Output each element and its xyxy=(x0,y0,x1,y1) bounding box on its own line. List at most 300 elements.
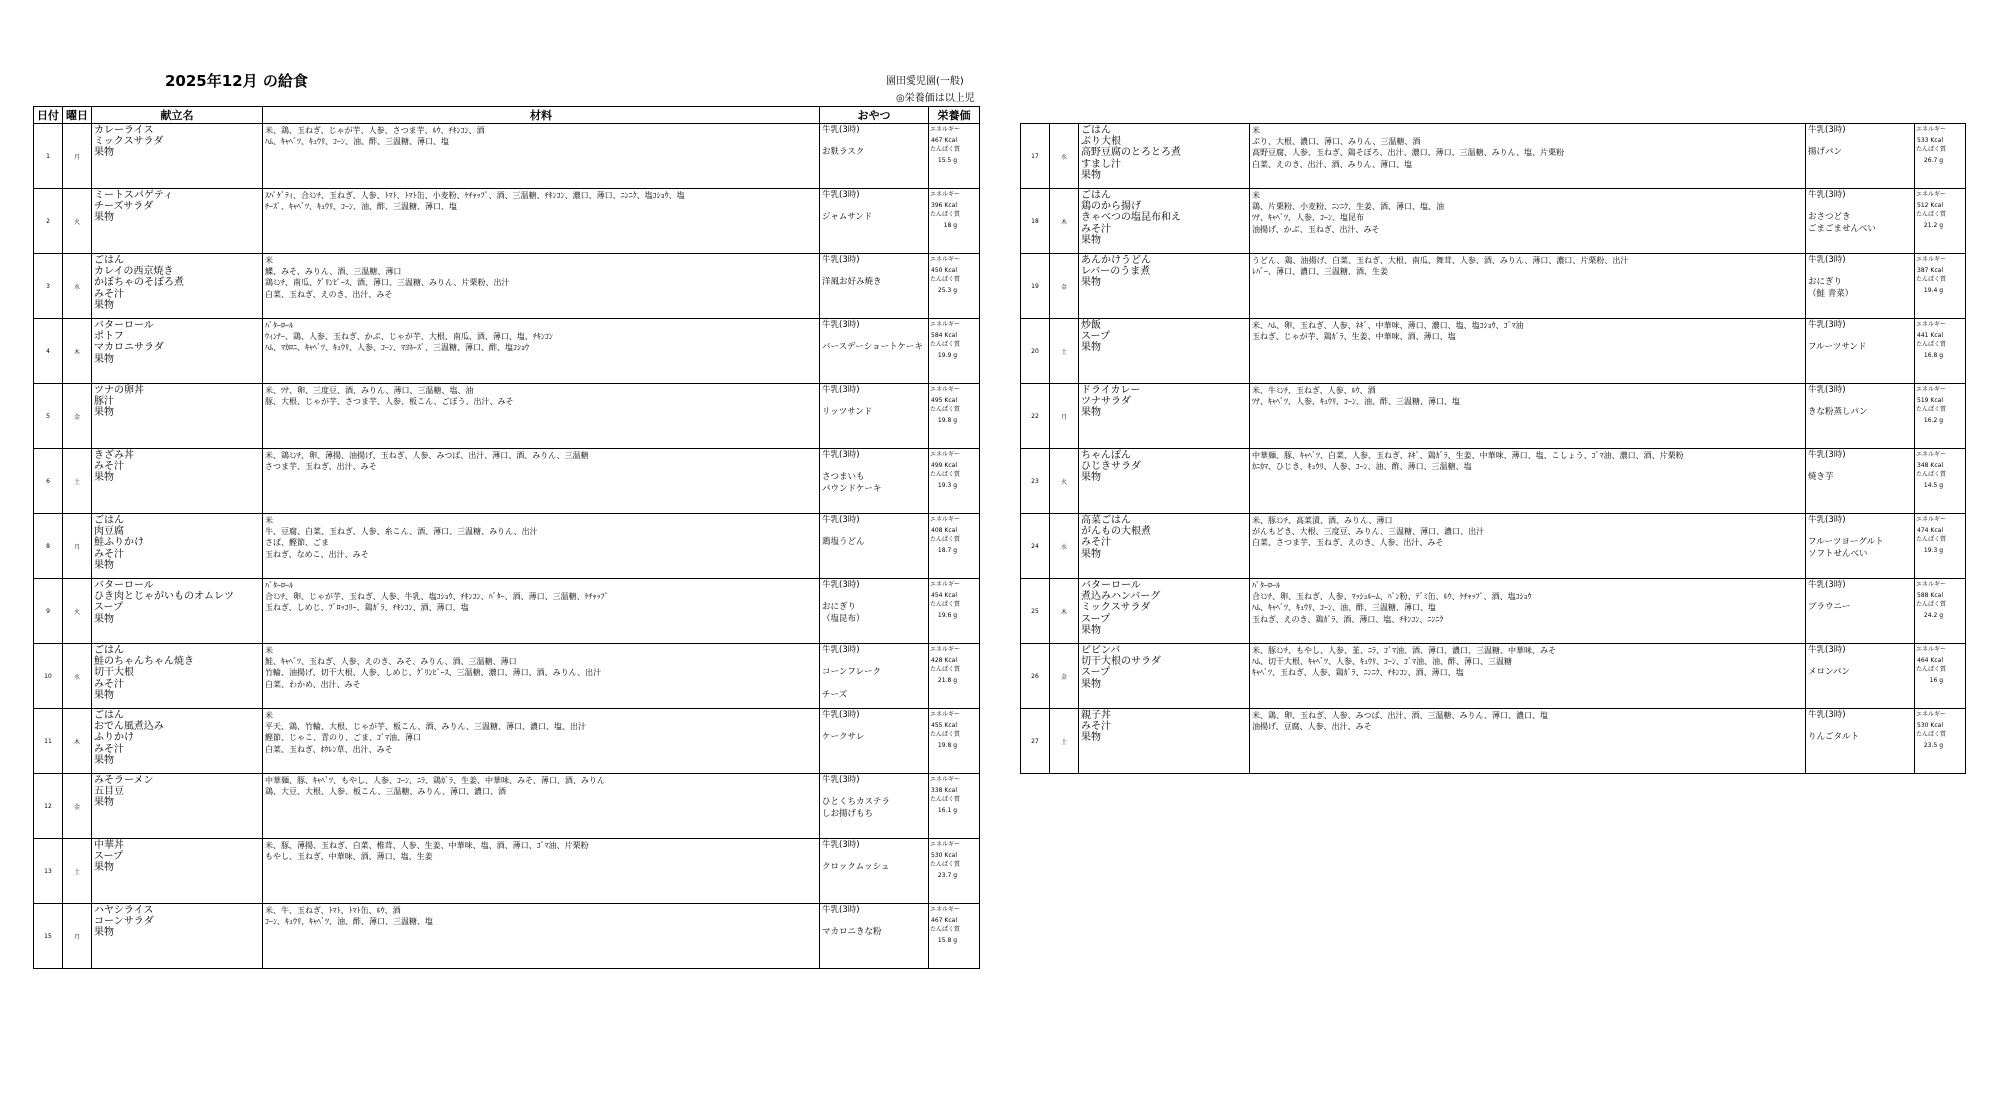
protein-unit: g xyxy=(953,157,957,165)
school-name: 園田愛児園(一般) xyxy=(886,76,964,87)
ingredients-cell xyxy=(263,839,820,904)
snack-line: フルーツサンド xyxy=(1808,342,1867,353)
dish-name: 果物 xyxy=(1081,624,1101,636)
energy-unit: Kcal xyxy=(944,397,957,405)
ingredient-line: ﾁｰｽﾞ、ｷｬﾍﾞﾂ、ｷｭｳﾘ、ｺｰﾝ、油、酢、三温糖、薄口、塩 xyxy=(265,202,457,212)
protein-value xyxy=(930,416,979,425)
energy-unit: Kcal xyxy=(1930,202,1943,210)
menu-row xyxy=(34,644,980,709)
dow-cell: 火 xyxy=(1050,449,1079,514)
protein-value xyxy=(1916,286,1965,295)
menu-row xyxy=(1021,319,1966,384)
snack-line: 牛乳(3時) xyxy=(822,385,860,395)
protein-value xyxy=(1916,611,1965,620)
protein-unit: g xyxy=(1939,352,1943,360)
energy-unit: Kcal xyxy=(1930,592,1943,600)
energy-number: 467 xyxy=(931,137,943,145)
ingredients-cell xyxy=(263,384,820,449)
protein-value xyxy=(930,546,979,555)
snack-line: おにぎり xyxy=(1808,277,1843,288)
energy-label: エネルギー xyxy=(1916,321,1947,328)
snack-line: ケークサレ xyxy=(822,732,865,743)
date-cell: 3 xyxy=(34,254,63,319)
dish-name: カレーライス xyxy=(94,125,154,136)
ingredient-line: 合ﾐﾝﾁ、卵、じゃが芋、玉ねぎ、人参、牛乳、塩ｺｼｮｳ、ﾁｷﾝｺﾝ、ﾊﾞﾀｰ、酒、薄口、三温糖、ｹﾁｬｯﾌﾟ xyxy=(265,592,609,602)
snack-line xyxy=(822,331,928,342)
protein-number: 19.3 xyxy=(937,482,952,490)
protein-label: たんぱく質 xyxy=(930,861,961,869)
energy-unit: Kcal xyxy=(1930,527,1943,535)
dish-name: ツナの卵丼 xyxy=(94,385,144,396)
energy-value xyxy=(1916,526,1965,535)
energy-label: エネルギー xyxy=(1916,451,1947,458)
dish-name: ごはん xyxy=(1081,125,1111,136)
energy-label: エネルギー xyxy=(930,646,961,653)
protein-number: 15.8 xyxy=(937,937,952,945)
dow-cell: 金 xyxy=(1050,254,1079,319)
dish-cell xyxy=(1079,579,1250,644)
nutrition-cell xyxy=(929,319,980,384)
protein-number: 19.9 xyxy=(937,352,952,360)
dish-name: ミックスサラダ xyxy=(1081,602,1151,614)
ingredient-line: ｶﾆｶﾏ、ひじき、ｷｭｳﾘ、人参、ｺｰﾝ、油、酢、薄口、三温糖、塩 xyxy=(1252,462,1472,472)
energy-unit: Kcal xyxy=(1930,462,1943,470)
snack-cell xyxy=(820,579,929,644)
snack-line xyxy=(822,721,928,732)
energy-unit: Kcal xyxy=(944,592,957,600)
ingredients-cell xyxy=(263,709,820,774)
energy-label: エネルギー xyxy=(1916,126,1947,133)
protein-label: たんぱく質 xyxy=(1916,536,1947,544)
energy-value xyxy=(930,396,979,405)
energy-value xyxy=(1916,136,1965,145)
snack-cell xyxy=(820,839,929,904)
energy-value xyxy=(930,591,979,600)
snack-line xyxy=(822,396,928,407)
protein-number: 19.8 xyxy=(937,417,952,425)
protein-label: たんぱく質 xyxy=(1916,211,1947,219)
energy-unit: Kcal xyxy=(944,137,957,145)
snack-line: お麩ラスク xyxy=(822,147,865,158)
ingredient-line: がんもどき、大根、三度豆、みりん、三温糖、薄口、濃口、出汁 xyxy=(1252,527,1485,537)
dish-name: かぼちゃのそぼろ煮 xyxy=(94,277,184,289)
snack-cell xyxy=(820,254,929,319)
energy-label: エネルギー xyxy=(930,126,961,133)
nutrition-cell xyxy=(1915,319,1966,384)
protein-label: たんぱく質 xyxy=(1916,276,1947,284)
protein-unit: g xyxy=(1939,742,1943,750)
ingredient-line: 玉ねぎ、えのき、鶏ｶﾞﾗ、酒、薄口、塩、ﾁｷﾝｺﾝ、ﾆﾝﾆｸ xyxy=(1252,614,1444,624)
snack-cell xyxy=(820,709,929,774)
menu-row xyxy=(1021,514,1966,579)
dish-name: ふりかけ xyxy=(94,732,134,744)
dish-name: ちゃんぽん xyxy=(1081,450,1131,461)
protein-unit: g xyxy=(1939,547,1943,555)
snack-line xyxy=(822,461,928,472)
snack-cell xyxy=(1806,709,1915,774)
ingredient-line: ｷｬﾍﾞﾂ、玉ねぎ、人参、鶏ｶﾞﾗ、ﾆﾝﾆｸ、ﾁｷﾝｺﾝ、酒、薄口、塩 xyxy=(1252,668,1464,678)
ingredient-line: 米 xyxy=(265,256,273,265)
snack-cell xyxy=(1806,644,1915,709)
protein-value xyxy=(930,871,979,880)
energy-value xyxy=(930,851,979,860)
ingredients-cell xyxy=(263,254,820,319)
energy-value xyxy=(1916,201,1965,210)
snack-line xyxy=(1808,396,1914,407)
energy-number: 396 xyxy=(931,202,943,210)
dish-name: きゃべつの塩昆布和え xyxy=(1081,212,1181,224)
nutrition-cell xyxy=(929,254,980,319)
ingredients-cell xyxy=(263,319,820,384)
protein-label: たんぱく質 xyxy=(930,926,961,934)
snack-line xyxy=(822,851,928,862)
snack-line: メロンパン xyxy=(1808,667,1850,678)
nutrition-cell xyxy=(929,579,980,644)
menu-row xyxy=(1021,124,1966,189)
dish-name: みそ汁 xyxy=(94,288,124,300)
ingredient-line: ﾚﾊﾞｰ、薄口、濃口、三温糖、酒、生姜 xyxy=(1252,267,1388,277)
menu-row xyxy=(34,904,980,969)
protein-unit: g xyxy=(1939,222,1943,230)
header-row xyxy=(34,107,980,124)
energy-label: エネルギー xyxy=(1916,646,1947,653)
snack-line: 牛乳(3時) xyxy=(822,905,860,915)
dish-name: 鶏のから揚げ xyxy=(1081,201,1141,213)
protein-number: 19.6 xyxy=(937,612,952,620)
energy-unit: Kcal xyxy=(944,332,957,340)
dish-name: みそ汁 xyxy=(1081,721,1111,733)
date-cell: 23 xyxy=(1021,449,1050,514)
snack-line xyxy=(1808,201,1914,212)
dish-cell xyxy=(92,384,263,449)
date-cell: 24 xyxy=(1021,514,1050,579)
ingredient-line: 白菜、わかめ、出汁、みそ xyxy=(265,679,361,689)
snack-line: 牛乳(3時) xyxy=(822,450,860,460)
energy-number: 408 xyxy=(931,527,943,535)
dish-name: 果物 xyxy=(1081,277,1101,289)
ingredient-line: 鰹節、じゃこ、青のり、ごま、ｺﾞﾏ油、薄口 xyxy=(265,733,421,743)
energy-number: 533 xyxy=(1917,137,1929,145)
ingredients-cell xyxy=(263,774,820,839)
snack-line: ジャムサンド xyxy=(822,212,873,223)
protein-number: 24.2 xyxy=(1923,612,1938,620)
energy-unit: Kcal xyxy=(944,267,957,275)
protein-label: たんぱく質 xyxy=(1916,601,1947,609)
dow-cell: 月 xyxy=(63,904,92,969)
snack-line: 牛乳(3時) xyxy=(1808,320,1846,330)
ingredient-line: ﾊﾑ、ｷｬﾍﾞﾂ、ｷｭｳﾘ、ｺｰﾝ、油、酢、三温糖、薄口、塩 xyxy=(1252,603,1436,613)
ingredient-line: 豚、大根、じゃが芋、さつま芋、人参、板こん、ごぼう、出汁、みそ xyxy=(265,397,514,407)
dish-name: 高菜ごはん xyxy=(1081,515,1131,526)
snack-line: リッツサンド xyxy=(822,407,873,418)
ingredient-line: ﾊﾑ、ｷｬﾍﾞﾂ、ｷｭｳﾘ、ｺｰﾝ、油、酢、三温糖、薄口、塩 xyxy=(265,137,449,147)
energy-value xyxy=(930,526,979,535)
snack-line: おさつどき xyxy=(1808,212,1851,223)
energy-label: エネルギー xyxy=(930,906,961,913)
snack-cell xyxy=(820,124,929,189)
ingredient-line: 米 xyxy=(1252,126,1260,135)
snack-line xyxy=(822,786,928,797)
snack-line xyxy=(822,201,928,212)
snack-line xyxy=(822,526,928,537)
dish-name: 切干大根 xyxy=(94,667,134,679)
protein-label: たんぱく質 xyxy=(1916,406,1947,414)
nutrition-cell xyxy=(929,904,980,969)
dish-name: スープ xyxy=(94,602,123,614)
snack-line: 牛乳(3時) xyxy=(822,190,860,200)
energy-value xyxy=(930,916,979,925)
protein-unit: g xyxy=(953,807,957,815)
snack-line: パウンドケーキ xyxy=(822,483,882,494)
col-snack: おやつ xyxy=(820,107,929,124)
ingredient-line: 米、鶏ﾐﾝﾁ、卵、薄揚、油揚げ、玉ねぎ、人参、みつば、出汁、薄口、酒、みりん、三温糖 xyxy=(265,451,589,460)
menu-row xyxy=(1021,449,1966,514)
nutrition-note: ◎栄養価は以上児 xyxy=(896,93,975,104)
energy-unit: Kcal xyxy=(944,657,957,665)
dish-cell xyxy=(92,189,263,254)
energy-label: エネルギー xyxy=(1916,386,1947,393)
dish-name: きざみ丼 xyxy=(94,450,134,461)
energy-unit: Kcal xyxy=(1930,267,1943,275)
ingredient-line: 米、ﾂﾅ、卵、三度豆、酒、みりん、薄口、三温糖、塩、油 xyxy=(265,386,474,395)
dow-cell: 月 xyxy=(63,514,92,579)
energy-value xyxy=(1916,461,1965,470)
dish-name: 果物 xyxy=(94,299,114,311)
dish-name: 五目豆 xyxy=(94,786,124,798)
protein-label: たんぱく質 xyxy=(1916,341,1947,349)
snack-line: 牛乳(3時) xyxy=(822,515,860,525)
ingredient-line: 油揚げ、豆腐、人参、出汁、みそ xyxy=(1252,722,1372,732)
snack-line: 牛乳(3時) xyxy=(1808,190,1846,200)
protein-value xyxy=(1916,156,1965,165)
energy-number: 588 xyxy=(1917,592,1929,600)
ingredient-line: 高野豆腐、人参、玉ねぎ、鶏そぼろ、出汁、濃口、薄口、三温糖、みりん、塩、片栗粉 xyxy=(1252,148,1565,158)
dish-name: みそラーメン xyxy=(94,775,154,786)
ingredient-line: ｳｨﾝﾅｰ、鶏、人参、玉ねぎ、かぶ、じゃが芋、大根、南瓜、酒、薄口、塩、ﾁｷﾝｺﾝ xyxy=(265,332,553,342)
date-cell: 17 xyxy=(1021,124,1050,189)
protein-label: たんぱく質 xyxy=(930,276,961,284)
dish-name: 煮込みハンバーグ xyxy=(1081,591,1161,603)
ingredient-line: 鰈、みそ、みりん、酒、三温糖、薄口 xyxy=(265,267,402,277)
dish-name: マカロニサラダ xyxy=(94,342,164,354)
protein-value xyxy=(930,741,979,750)
protein-value xyxy=(930,611,979,620)
date-cell: 11 xyxy=(34,709,63,774)
snack-line: 牛乳(3時) xyxy=(822,320,860,330)
snack-line: 牛乳(3時) xyxy=(1808,710,1846,720)
dish-name: ビビンバ xyxy=(1081,645,1121,656)
ingredient-line: 平天、鶏、竹輪、大根、じゃが芋、板こん、酒、みりん、三温糖、薄口、濃口、塩、出汁 xyxy=(265,722,586,732)
nutrition-cell xyxy=(929,449,980,514)
date-cell: 8 xyxy=(34,514,63,579)
date-cell: 26 xyxy=(1021,644,1050,709)
energy-unit: Kcal xyxy=(1930,657,1943,665)
protein-unit: g xyxy=(1939,417,1943,425)
dish-cell xyxy=(1079,644,1250,709)
ingredient-line: 米 xyxy=(265,516,273,525)
dow-cell: 土 xyxy=(1050,319,1079,384)
dish-cell xyxy=(1079,254,1250,319)
menu-row xyxy=(34,709,980,774)
nutrition-cell xyxy=(1915,189,1966,254)
ingredients-cell xyxy=(1250,189,1806,254)
dow-cell: 水 xyxy=(63,254,92,319)
energy-number: 455 xyxy=(931,722,943,730)
dish-name: 切干大根のサラダ xyxy=(1081,656,1161,668)
ingredient-line: 玉ねぎ、しめじ、ﾌﾞﾛｯｺﾘｰ、鶏ｶﾞﾗ、ﾁｷﾝｺﾝ、酒、薄口、塩 xyxy=(265,603,469,613)
dish-cell xyxy=(92,904,263,969)
snack-line: 洋風お好み焼き xyxy=(822,277,882,288)
energy-number: 519 xyxy=(1917,397,1929,405)
snack-line xyxy=(1808,526,1914,537)
ingredient-line: 中華麺、豚、ｷｬﾍﾞﾂ、白菜、人参、玉ねぎ、ﾈｷﾞ、鶏ｶﾞﾗ、生姜、中華味、薄口、塩、こしょう、ｺﾞﾏ油、濃口、酒、片栗粉 xyxy=(1252,451,1684,460)
protein-number: 18 xyxy=(943,222,952,230)
energy-value xyxy=(930,331,979,340)
dish-cell xyxy=(1079,124,1250,189)
snack-line: （鮭 青菜） xyxy=(1808,288,1854,299)
dish-name: チーズサラダ xyxy=(94,201,154,213)
protein-unit: g xyxy=(1939,677,1943,685)
protein-label: たんぱく質 xyxy=(1916,146,1947,154)
protein-unit: g xyxy=(953,222,957,230)
protein-label: たんぱく質 xyxy=(930,796,961,804)
dish-name: 果物 xyxy=(94,689,114,701)
dow-cell: 金 xyxy=(1050,644,1079,709)
energy-unit: Kcal xyxy=(1930,722,1943,730)
dish-cell xyxy=(92,124,263,189)
protein-value xyxy=(1916,351,1965,360)
energy-value xyxy=(930,266,979,275)
protein-unit: g xyxy=(953,482,957,490)
energy-label: エネルギー xyxy=(930,321,961,328)
dish-name: バターロール xyxy=(1081,580,1141,591)
protein-unit: g xyxy=(1939,157,1943,165)
col-dish: 献立名 xyxy=(92,107,263,124)
dow-cell: 月 xyxy=(1050,384,1079,449)
energy-value xyxy=(1916,266,1965,275)
dow-cell: 木 xyxy=(1050,189,1079,254)
protein-number: 16 xyxy=(1929,677,1938,685)
date-cell: 13 xyxy=(34,839,63,904)
dish-name: 果物 xyxy=(94,212,114,224)
dish-name: ツナサラダ xyxy=(1081,396,1131,408)
energy-number: 530 xyxy=(1917,722,1929,730)
dish-name: がんもの大根煮 xyxy=(1081,526,1151,538)
ingredient-line: 米、牛ﾐﾝﾁ、玉ねぎ、人参、ﾙｳ、酒 xyxy=(1252,386,1376,395)
energy-label: エネルギー xyxy=(930,776,961,783)
snack-line xyxy=(1808,136,1914,147)
protein-unit: g xyxy=(1939,612,1943,620)
ingredient-line: 油揚げ、かぶ、玉ねぎ、出汁、みそ xyxy=(1252,224,1380,234)
dow-cell: 火 xyxy=(63,189,92,254)
dow-cell: 土 xyxy=(63,449,92,514)
energy-value xyxy=(1916,591,1965,600)
snack-line xyxy=(822,136,928,147)
snack-line: マカロニきな粉 xyxy=(822,927,882,938)
snack-line: さつまいも xyxy=(822,472,865,483)
energy-label: エネルギー xyxy=(1916,256,1947,263)
ingredient-line: ﾊﾞﾀｰﾛｰﾙ xyxy=(265,321,293,330)
dow-cell: 土 xyxy=(63,839,92,904)
snack-line: ごまごませんべい xyxy=(1808,223,1876,234)
energy-label: エネルギー xyxy=(930,711,961,718)
dish-cell xyxy=(1079,449,1250,514)
ingredient-line: うどん、鶏、油揚げ、白菜、玉ねぎ、大根、南瓜、舞茸、人参、酒、みりん、薄口、濃口、片栗粉、出汁 xyxy=(1252,256,1629,265)
ingredient-line: 白菜、玉ねぎ、えのき、出汁、みそ xyxy=(265,289,393,299)
snack-line xyxy=(1808,331,1914,342)
energy-number: 467 xyxy=(931,917,943,925)
protein-value xyxy=(930,936,979,945)
dish-name: みそ汁 xyxy=(94,743,124,755)
energy-label: エネルギー xyxy=(930,516,961,523)
ingredients-cell xyxy=(263,189,820,254)
energy-unit: Kcal xyxy=(944,722,957,730)
dish-name: ドライカレー xyxy=(1081,385,1141,396)
date-cell: 19 xyxy=(1021,254,1050,319)
ingredient-line: ぶり、大根、濃口、薄口、みりん、三温糖、酒 xyxy=(1252,137,1421,147)
energy-number: 474 xyxy=(1917,527,1929,535)
dish-name: スープ xyxy=(1081,667,1110,679)
ingredient-line: ﾂﾅ、ｷｬﾍﾞﾂ、人参、ｺｰﾝ、塩昆布 xyxy=(1252,213,1364,223)
protein-label: たんぱく質 xyxy=(1916,471,1947,479)
dish-name: 果物 xyxy=(1081,678,1101,690)
energy-label: エネルギー xyxy=(930,386,961,393)
ingredient-line: 合ﾐﾝﾁ、卵、玉ねぎ、人参、ﾏｯｼｭﾙｰﾑ、ﾊﾟﾝ粉、ﾃﾞﾐ缶、ﾙｳ、ｹﾁｬｯﾌﾟ、酒、塩ｺｼｮｳ xyxy=(1252,592,1532,602)
ingredients-cell xyxy=(1250,384,1806,449)
energy-unit: Kcal xyxy=(944,527,957,535)
ingredient-line: さば、鰹節、ごま xyxy=(265,538,329,548)
energy-number: 454 xyxy=(931,592,943,600)
protein-label: たんぱく質 xyxy=(930,406,961,414)
nutrition-cell xyxy=(1915,124,1966,189)
date-cell: 15 xyxy=(34,904,63,969)
energy-number: 512 xyxy=(1917,202,1929,210)
dish-cell xyxy=(92,449,263,514)
menu-row xyxy=(1021,644,1966,709)
energy-number: 441 xyxy=(1917,332,1929,340)
energy-unit: Kcal xyxy=(944,917,957,925)
energy-label: エネルギー xyxy=(930,256,961,263)
dish-name: みそ汁 xyxy=(94,461,124,473)
snack-cell xyxy=(820,189,929,254)
dish-name: みそ汁 xyxy=(94,548,124,560)
energy-unit: Kcal xyxy=(944,787,957,795)
date-cell: 22 xyxy=(1021,384,1050,449)
snack-line: りんごタルト xyxy=(1808,732,1860,743)
snack-line xyxy=(822,656,928,667)
ingredients-cell xyxy=(1250,319,1806,384)
snack-line: 牛乳(3時) xyxy=(822,580,860,590)
protein-number: 23.5 xyxy=(1923,742,1938,750)
dow-cell: 金 xyxy=(63,774,92,839)
ingredient-line: 米、鶏、卵、玉ねぎ、人参、みつば、出汁、酒、三温糖、みりん、薄口、濃口、塩 xyxy=(1252,711,1548,720)
date-cell: 12 xyxy=(34,774,63,839)
snack-line xyxy=(822,591,928,602)
menu-row xyxy=(34,189,980,254)
ingredient-line: ｽﾊﾟｹﾞﾃｨ、合ﾐﾝﾁ、玉ねぎ、人参、ﾄﾏﾄ、ﾄﾏﾄ缶、小麦粉、ｹﾁｬｯﾌﾟ、酒、三温糖、ﾁｷﾝｺﾝ、濃口、薄口、ﾆﾝﾆｸ、塩ｺｼｮｳ、塩 xyxy=(265,191,685,200)
protein-number: 16.2 xyxy=(1923,417,1938,425)
menu-row xyxy=(34,514,980,579)
nutrition-cell xyxy=(1915,709,1966,774)
dish-name: 親子丼 xyxy=(1081,710,1111,721)
energy-unit: Kcal xyxy=(944,852,957,860)
energy-number: 387 xyxy=(1917,267,1929,275)
protein-label: たんぱく質 xyxy=(930,341,961,349)
menu-row xyxy=(34,579,980,644)
energy-number: 499 xyxy=(931,462,943,470)
energy-value xyxy=(1916,656,1965,665)
energy-label: エネルギー xyxy=(1916,516,1947,523)
